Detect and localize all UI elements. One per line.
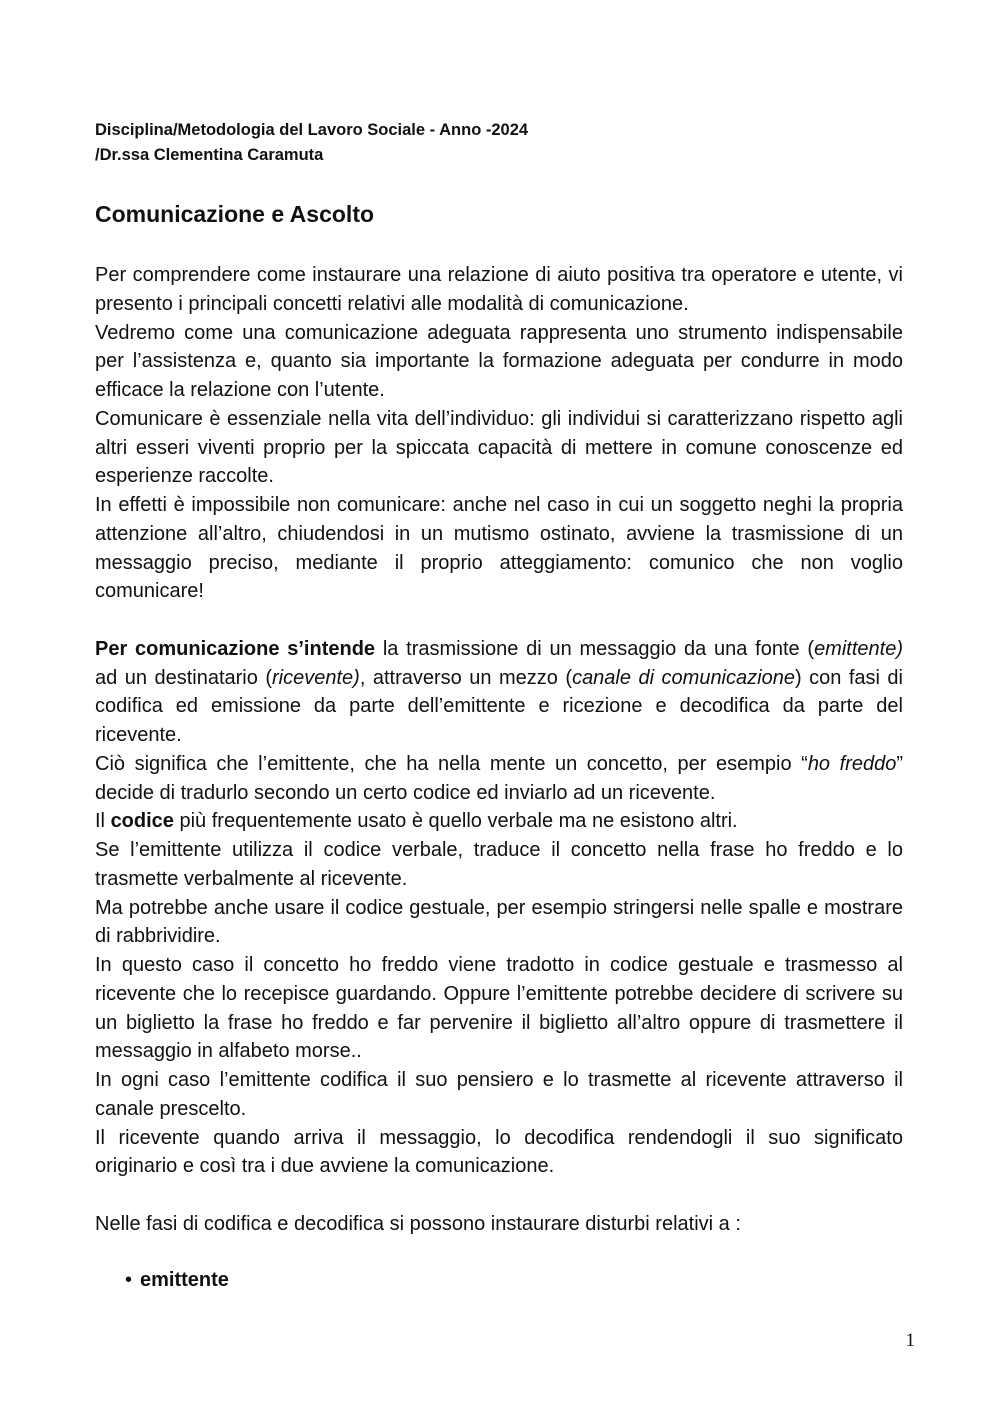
bold-term: codice [110, 810, 174, 833]
text-run: più frequentemente usato è quello verbale ma ne esistono altri. [173, 810, 738, 833]
paragraph: Il ricevente quando arriva il messaggio, lo decodifica rendendogli il suo significato originario e così tra i due avviene la comunicazione. [95, 1126, 903, 1178]
paragraph: Comunicare è essenziale nella vita dell’individuo: gli individui si caratterizzano rispetto agli altri esseri viventi proprio per la spiccata capacità di mettere in comune conoscenze ed esperienze raccolte. [95, 407, 903, 488]
text-run: Ciò significa che l’emittente, che ha nella mente un concetto, per esempio “ [95, 752, 808, 775]
author-header: /Dr.ssa Clementina Caramuta [95, 146, 324, 164]
paragraph [95, 750, 903, 808]
bullet-list [95, 1266, 903, 1294]
italic-term: emittente) [814, 637, 903, 660]
paragraph: Se l’emittente utilizza il codice verbale, traduce il concetto nella frase ho freddo e lo trasmette verbalmente al ricevente. [95, 839, 903, 890]
italic-term: ricevente) [272, 666, 360, 689]
paragraph: Per comprendere come instaurare una relazione di aiuto positiva tra operatore e utente, vi presento i principali concetti relativi alle modalità di comunicazione. [95, 264, 903, 315]
paragraph [95, 807, 903, 836]
text-run: la trasmissione di un messaggio da una fonte ( [375, 637, 815, 660]
text-run: ad un destinatario ( [95, 666, 273, 689]
page-number: 1 [905, 1330, 915, 1351]
text-run: , attraverso un mezzo ( [359, 666, 573, 689]
document-body [95, 261, 903, 1239]
paragraph: Ma potrebbe anche usare il codice gestuale, per esempio stringersi nelle spalle e mostrare di rabbrividire. [95, 896, 903, 948]
paragraph: In effetti è impossibile non comunicare: anche nel caso in cui un soggetto neghi la propria attenzione all’altro, chiudendosi in un mutismo ostinato, avviene la trasmissione di un messaggio preciso, mediante il proprio atteggiamento: comunico che non voglio comunicare! [95, 494, 903, 603]
text-run: Il [95, 810, 111, 833]
text-run: ” decide di tradurlo secondo un certo codice ed inviarlo ad un ricevente. [95, 752, 903, 804]
bold-term: Per comunicazione s’intende [95, 637, 376, 660]
italic-term: ho freddo [807, 752, 897, 775]
paragraph-definition [95, 635, 903, 750]
document-title: Comunicazione e Ascolto [95, 201, 375, 227]
italic-term: canale di comunicazione [572, 666, 795, 689]
paragraph: In questo caso il concetto ho freddo viene tradotto in codice gestuale e trasmesso al ricevente che lo recepisce guardando. Oppure l’emittente potrebbe decidere di scrivere su un biglietto la frase ho freddo e far pervenire il biglietto all’altro oppure di trasmettere il messaggio in alfabeto morse.. [95, 954, 903, 1063]
course-header: Disciplina/Metodologia del Lavoro Sociale - Anno -2024 [95, 121, 529, 139]
paragraph: Vedremo come una comunicazione adeguata rappresenta uno strumento indispensabile per l’assistenza e, quanto sia importante la formazione adeguata per condurre in modo efficace la relazione con l’utente. [95, 321, 903, 401]
list-item [125, 1266, 903, 1294]
paragraph: In ogni caso l’emittente codifica il suo pensiero e lo trasmette al ricevente attraverso il canale prescelto. [95, 1069, 903, 1120]
text-run: ) con fasi di codifica ed emissione da parte dell’emittente e ricezione e decodifica da parte del ricevente. [95, 666, 904, 746]
document-page [95, 118, 903, 1294]
paragraph: Nelle fasi di codifica e decodifica si possono instaurare disturbi relativi a : [95, 1212, 741, 1235]
list-item-label: emittente [140, 1268, 229, 1291]
